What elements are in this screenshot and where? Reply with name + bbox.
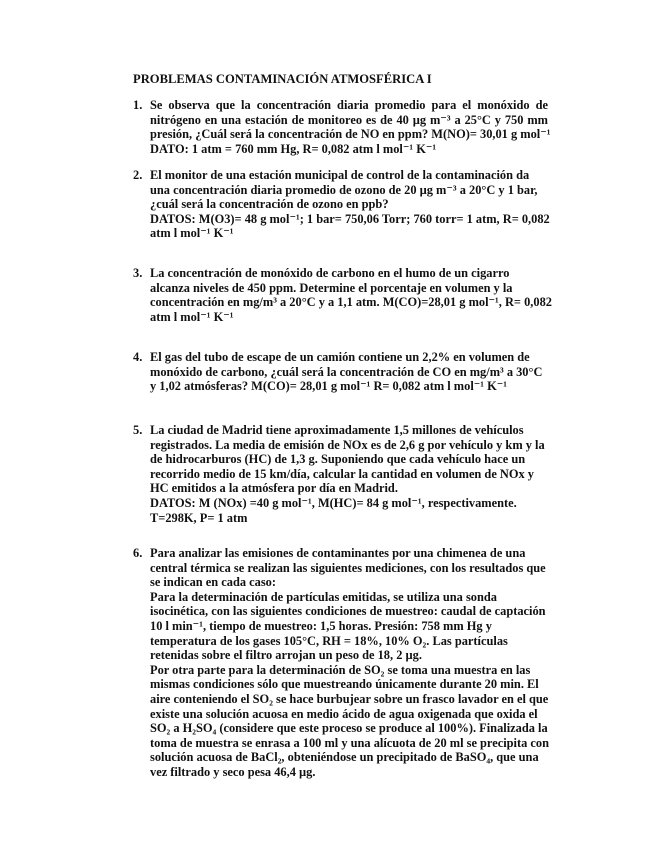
text-line: vez filtrado y seco pesa 46,4 µg. <box>150 764 316 779</box>
text-line: DATOS: M(O3)= 48 g mol⁻¹; 1 bar= 750,06 Torr; 760 torr= 1 atm, R= 0,082 <box>150 211 550 226</box>
text-line: una concentración diaria promedio de ozono de 20 µg m⁻³ a 20°C y 1 bar, <box>150 182 538 197</box>
text-line: HC emitidos a la atmósfera por día en Madrid. <box>150 481 398 496</box>
text-line: presión, ¿Cuál será la concentración de NO en ppm? M(NO)= 30,01 g mol⁻¹ <box>150 127 551 142</box>
problem-text <box>150 546 548 780</box>
text-line: central térmica se realizan las siguientes mediciones, con los resultados que <box>150 560 546 575</box>
text-line: aire conteniendo el SO₂ se hace burbujear sobre un frasco lavador en el que <box>150 691 549 706</box>
text-line: T=298K, P= 1 atm <box>150 510 248 525</box>
text-line: temperatura de los gases 105°C, RH = 18%, 10% O₂. Las partículas <box>150 633 508 648</box>
text-line: SO₂ a H₂SO₄ (considere que este proceso se produce al 100%). Finalizada la <box>150 721 548 736</box>
text-line: Para la determinación de partículas emitidas, se utiliza una sonda <box>150 589 497 604</box>
text-line: recorrido medio de 15 km/día, calcular la cantidad en volumen de NOx y <box>150 466 534 481</box>
text-line: nitrógeno en una estación de monitoreo es de 40 µg m⁻³ a 25°C y 750 mm <box>150 112 548 127</box>
text-line: El monitor de una estación municipal de control de la contaminación da <box>150 168 530 182</box>
text-line: La ciudad de Madrid tiene aproximadamente 1,5 millones de vehículos <box>150 423 524 437</box>
problem-number: 2. <box>133 168 143 182</box>
problem-number: 1. <box>133 98 143 112</box>
text-line: y 1,02 atmósferas? M(CO)= 28,01 g mol⁻¹ R= 0,082 atm l mol⁻¹ K⁻¹ <box>150 379 508 394</box>
problem-number: 4. <box>133 350 143 364</box>
text-line: 10 l min⁻¹, tiempo de muestreo: 1,5 horas. Presión: 758 mm Hg y <box>150 618 492 633</box>
text-line: ¿cuál será la concentración de ozono en ppb? <box>150 197 389 212</box>
problem-text <box>150 98 551 156</box>
problem-text <box>150 423 548 525</box>
document-title: PROBLEMAS CONTAMINACIÓN ATMOSFÉRICA I <box>133 72 432 86</box>
text-line: registrados. La media de emisión de NOx es de 2,6 g por vehículo y km y la <box>150 437 545 452</box>
text-line: solución acuosa de BaCl₂, obteniéndose un precipitado de BaSO₄, que una <box>150 750 539 765</box>
text-line: Para analizar las emisiones de contaminantes por una chimenea de una <box>150 546 526 560</box>
text-line: Por otra parte para la determinación de SO₂ se toma una muestra en las <box>150 662 531 677</box>
text-line: se indican en cada caso: <box>150 575 276 590</box>
text-line: DATO: 1 atm = 760 mm Hg, R= 0,082 atm l mol⁻¹ K⁻¹ <box>150 141 437 156</box>
text-line: retenidas sobre el filtro arrojan un peso de 18, 2 µg. <box>150 648 422 663</box>
text-line: isocinética, con las siguientes condiciones de muestreo: caudal de captación <box>150 604 546 619</box>
problem-text <box>150 350 548 394</box>
problem-number: 3. <box>133 266 143 280</box>
text-line: Se observa que la concentración diaria promedio para el monóxido de <box>150 98 548 112</box>
text-line: La concentración de monóxido de carbono en el humo de un cigarro <box>150 266 510 280</box>
problem-number: 6. <box>133 546 143 560</box>
problem-number: 5. <box>133 423 143 437</box>
text-line: existe una solución acuosa en medio ácido de agua oxigenada que oxida el <box>150 706 538 721</box>
text-line: de hidrocarburos (HC) de 1,3 g. Suponiendo que cada vehículo hace un <box>150 452 526 467</box>
text-line: El gas del tubo de escape de un camión contiene un 2,2% en volumen de <box>150 350 530 364</box>
problem-text <box>150 266 552 324</box>
text-line: DATOS: M (NOx) =40 g mol⁻¹, M(HC)= 84 g mol⁻¹, respectivamente. <box>150 495 517 510</box>
problem-text <box>150 168 548 241</box>
text-line: atm l mol⁻¹ K⁻¹ <box>150 226 234 241</box>
text-line: toma de muestra se enrasa a 100 ml y una alícuota de 20 ml se precipita con <box>150 735 549 750</box>
text-line: atm l mol⁻¹ K⁻¹ <box>150 309 234 324</box>
text-line: alcanza niveles de 450 ppm. Determine el porcentaje en volumen y la <box>150 280 513 295</box>
text-line: monóxido de carbono, ¿cuál será la concentración de CO en mg/m³ a 30°C <box>150 364 543 379</box>
text-line: mismas condiciones sólo que muestreando únicamente durante 20 min. El <box>150 677 539 692</box>
text-line: concentración en mg/m³ a 20°C y a 1,1 atm. M(CO)=28,01 g mol⁻¹, R= 0,082 <box>150 295 552 310</box>
